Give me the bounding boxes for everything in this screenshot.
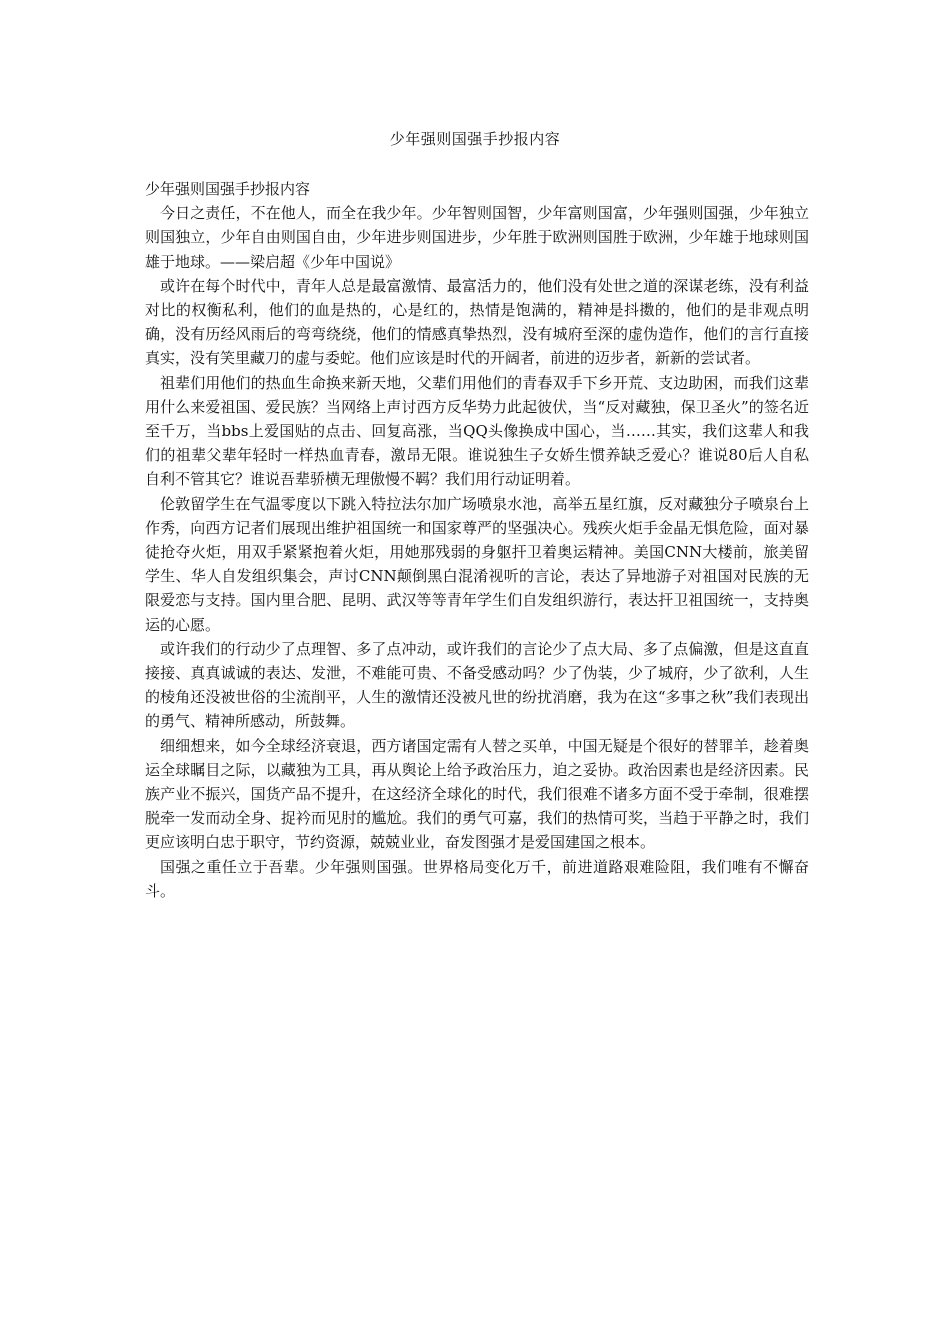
paragraph: 祖辈们用他们的热血生命换来新天地，父辈们用他们的青春双手下乡开荒、支边助困，而我们这辈用什么来爱祖国、爱民族？当网络上声讨西方反华势力此起彼伏，当“反对藏独，保卫圣火”的签名近至千万，当bbs上爱国贴的点击、回复高涨，当QQ头像换成中国心，当……其实，我们这辈人和我们的祖辈父辈年轻时一样热血青春，激昂无限。谁说独生子女娇生惯养缺乏爱心？谁说80后人自私自利不管其它？谁说吾辈骄横无理傲慢不羁？我们用行动证明着。 xyxy=(145,373,809,489)
paragraph: 伦敦留学生在气温零度以下跳入特拉法尔加广场喷泉水池，高举五星红旗，反对藏独分子喷泉台上作秀，向西方记者们展现出维护祖国统一和国家尊严的坚强决心。残疾火炬手金晶无惧危险，面对暴徒抢夺火炬，用双手紧紧抱着火炬，用她那残弱的身躯扞卫着奥运精神。美国CNN大楼前，旅美留学生、华人自发组织集会，声讨CNN颠倒黑白混淆视听的言论，表达了异地游子对祖国对民族的无限爱恋与支持。国内里合肥、昆明、武汉等等青年学生们自发组织游行，表达扞卫祖国统一，支持奥运的心愿。 xyxy=(145,494,809,634)
document-subtitle: 少年强则国强手抄报内容 xyxy=(145,180,311,198)
document-title: 少年强则国强手抄报内容 xyxy=(389,130,561,148)
paragraph: 或许我们的行动少了点理智、多了点冲动，或许我们的言论少了点大局、多了点偏激，但是这直直接接、真真诚诚的表达、发泄，不难能可贵、不备受感动吗？少了伪装，少了城府，少了欲利，人生的棱角还没被世俗的尘流削平，人生的激情还没被凡世的纷扰消磨，我为在这“多事之秋”我们表现出的勇气、精神所感动，所鼓舞。 xyxy=(145,639,809,731)
paragraph: 国强之重任立于吾辈。少年强则国强。世界格局变化万千，前进道路艰难险阻，我们唯有不懈奋斗。 xyxy=(145,857,809,900)
paragraph: 细细想来，如今全球经济衰退，西方诸国定需有人替之买单，中国无疑是个很好的替罪羊，趁着奥运全球瞩目之际，以藏独为工具，再从舆论上给予政治压力，迫之妥协。政治因素也是经济因素。民族产业不振兴，国货产品不提升，在这经济全球化的时代，我们很难不诸多方面不受于牵制，很难摆脱牵一发而动全身、捉衿而见肘的尴尬。我们的勇气可嘉，我们的热情可奖，当趋于平静之时，我们更应该明白忠于职守，节约资源，兢兢业业，奋发图强才是爱国建国之根本。 xyxy=(145,736,809,852)
paragraph: 今日之责任，不在他人，而全在我少年。少年智则国智，少年富则国富，少年强则国强，少年独立则国独立，少年自由则国自由，少年进步则国进步，少年胜于欧洲则国胜于欧洲，少年雄于地球则国雄于地球。——梁启超《少年中国说》 xyxy=(145,204,809,271)
paragraph: 或许在每个时代中，青年人总是最富激情、最富活力的，他们没有处世之道的深谋老练，没有利益对比的权衡私利，他们的血是热的，心是红的，热情是饱满的，精神是抖擞的，他们的是非观点明确，没有历经风雨后的弯弯绕绕，他们的情感真挚热烈，没有城府至深的虚伪造作，他们的言行直接真实，没有笑里藏刀的虚与委蛇。他们应该是时代的开阔者，前进的迈步者，新新的尝试者。 xyxy=(145,276,809,368)
document-body xyxy=(145,177,809,903)
